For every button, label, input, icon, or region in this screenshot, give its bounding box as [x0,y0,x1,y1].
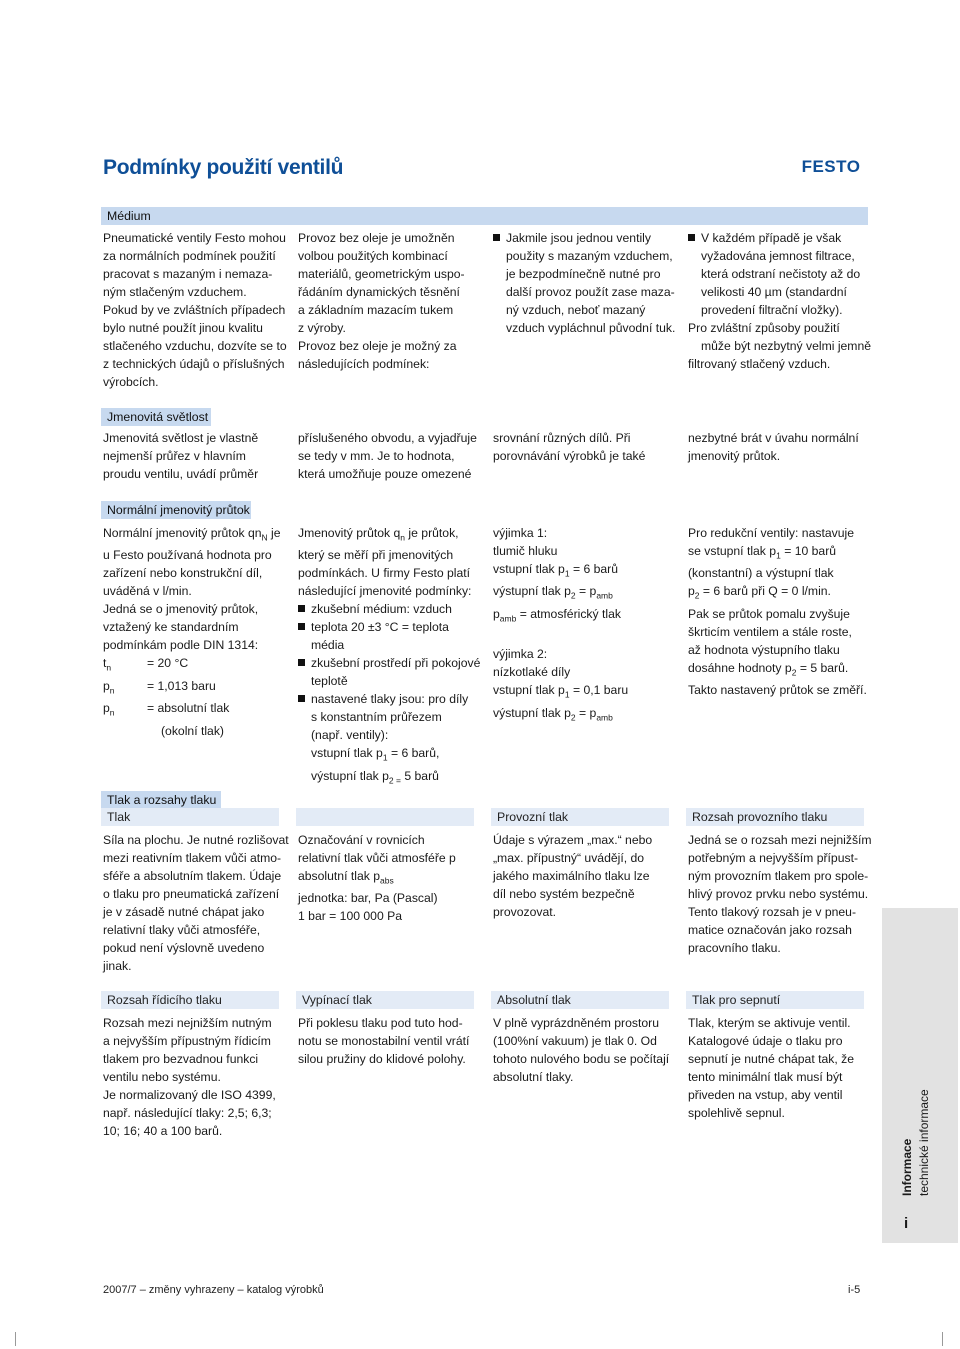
crop-mark [15,1332,16,1346]
side-tab-line2: technické informace [917,1089,931,1196]
normalni-col4: Pro redukční ventily: nastavuje se vstupní tlak $p_1 = 10$ barů (konstantní) a výstupní tlak $p_2 = 6$ barů při Q = 0 l/min. Pak se průtok pomalu zvyšuje škrticím ventilem a stále roste, až hodnota výstupního tlaku dosáhne hodnoty $p_2 = 5$ barů. Takto nastavený průtok se změří. [688,526,867,698]
tlak-col1: Síla na plochu. Je nutné rozlišovat mezi reativním tlakem vůči atmo- sféře a absolutním tlakem. Údaje o tlaku pro pneumatická zařízení je v zásadě nutné chápat jako relativní tlaky vůči atmosféře, pokud není výslovně uvedeno jinak. [103,833,289,973]
bullet-icon [298,659,305,666]
bullet-icon [298,623,305,630]
medium-col3: Jakmile jsou jednou ventily použity s mazaným vzduchem, je bezpodmínečně nutné pro další provoz použít zase maza- ný vzduch, neboť mazaný vzduch vypláchnul původní tuk. [493,229,677,337]
jmenovita-col1: Jmenovitá světlost je vlastně nejmenší průřez v hlavním proudu ventilu, uvádí průměr [103,431,259,481]
subheading-provozni: Provozní tlak [491,808,669,826]
bullet-icon [493,234,500,241]
medium-col1: Pneumatické ventily Festo mohou za normálních podmínek použití pracovat s mazaným i nemaza- ným stlačeným vzduchem. Pokud by ve zvláštních případech bylo nutné použít jinou kvalitu stlačeného vzduchu, dozvíte se to z technických údajů o příslušných výrobcích. [103,231,287,389]
subheading-sepnuti: Tlak pro sepnutí [686,991,864,1009]
page-number: i-5 [848,1284,861,1296]
section-heading-tlak: Tlak a rozsahy tlaku [101,791,221,809]
tlak-col3: Údaje s výrazem „max.“ nebo „max. přípustný“ uvádějí, do jakého maximálního tlaku lze díl nebo systém bezpečně provozovat. [493,833,653,919]
normalni-col1: Normální jmenovitý průtok $qn_N$ je u Festo používaná hodnota pro zařízení nebo konstrukční díl, uváděná v l/min. Jedná se o jmenovitý průtok, vztažený ke standardním podmínkám podle DIN 1314: $t_n = 20$ °C $p_n = 1,013$ baru $p_n$ = absolutní tlak (okolní tlak) [103,526,281,738]
jmenovita-col2: příslušeného obvodu, a vyjadřuje se tedy v mm. Je to hodnota, která umožňuje pouze omezené [298,431,477,481]
bullet-icon [298,605,305,612]
normalni-col2: Jmenovitý průtok $q_n$ je průtok, který se měří při jmenovitých podmínkách. U firmy Festo platí následující jmenovité podmínky: zkušební médium: vzduch teplota 20 ±3 °C = teplota média zkušební prostředí při pokojové teplotě nastavené tlaky jsou: pro díly s konstantním průřezem (např. ventily): vstupní tlak $p_1 = 6$ barů, výstupní tlak $p_{2 =}$ 5 barů [298,526,481,786]
crop-mark [942,1332,943,1346]
section-heading-medium: Médium [101,207,868,225]
section-heading-jmenovita: Jmenovitá světlost [101,408,211,426]
subheading-vypinaci: Vypínací tlak [296,991,474,1009]
normalni-col3: výjimka 1: tlumič hluku vstupní tlak $p_1 = 6$ barů výstupní tlak $p_2 = p_{amb}$ $p_{amb}$ = atmosférický tlak výjimka 2: nízkotlaké díly vstupní tlak $p_1 = 0,1$ baru výstupní tlak $p_2 = p_{amb}$ [493,526,629,723]
bullet-icon [688,234,695,241]
subheading-tlak-empty [296,808,474,826]
medium-col2: Provoz bez oleje je umožněn volbou použitých kombinací materiálů, geometrickým uspo- řádáním dynamických těsnění a základním mazacím tukem z výroby. Provoz bez oleje je možný za následujících podmínek: [298,231,465,371]
festo-logo [796,157,866,175]
section-heading-normalni: Normální jmenovitý průtok [101,501,251,519]
subheading-tlak: Tlak [101,808,279,826]
jmenovita-col3: srovnání různých dílů. Při porovnávání výrobků je také [493,431,646,463]
bottom-col3: V plně vyprázdněném prostoru (100%ní vakuum) je tlak 0. Od tohoto nulového bodu se počítají absolutní tlaky. [493,1016,670,1084]
medium-col4: V každém případě je však vyžadována jemnost filtrace, která odstraní nečistoty až do velikosti 40 µm (standardní provedení filtrační vložky). Pro zvláštní způsoby použití může být nezbytný velmi jemně filtrovaný stlačený vzduch. [688,231,872,371]
jmenovita-col4: nezbytné brát v úvahu normální jmenovitý průtok. [688,431,859,463]
subheading-absolutni: Absolutní tlak [491,991,669,1009]
bullet-icon [298,695,305,702]
bottom-col1: Rozsah mezi nejnižším nutným a nejvyšším přípustným řídicím tlakem pro bezvadnou funkci ventilu nebo systému. Je normalizovaný dle ISO 4399, např. následující tlaky: 2,5; 6,3; 10; 16; 40 a 100 barů. [103,1016,276,1138]
subheading-rozsah: Rozsah provozního tlaku [686,808,864,826]
bottom-col4: Tlak, kterým se aktivuje ventil. Katalogové údaje o tlaku pro sepnutí je nutné chápat tak, že tento minimální tlak musí být přiveden na vstup, aby ventil spolehlivě sepnul. [688,1016,855,1120]
side-tab-line1: Informace [900,1138,914,1196]
logo-text: FESTO [801,157,861,175]
bottom-col2: Při poklesu tlaku pod tuto hod- notu se monostabilní ventil vrátí silou pružiny do klidové polohy. [298,1016,470,1066]
tlak-col2: Označování v rovnicích relativní tlak vůči atmosféře p absolutní tlak $p_{abs}$ jednotka: bar, Pa (Pascal) 1 bar = 100 000 Pa [298,833,456,924]
side-tab-letter: i [904,1215,909,1232]
page-title: Podmínky použití ventilů [103,156,344,179]
footer-text: 2007/7 – změny vyhrazeny – katalog výrobků [103,1284,324,1296]
tlak-col4: Jedná se o rozsah mezi nejnižším potřebným a nejvyšším přípust- ným provozním tlakem pro spole- hlivý provoz prvku nebo systému. Tento tlakový rozsah je v pneu- matice označován jako rozsah pracovního tlaku. [688,833,872,955]
subheading-rozsah-ridiciho: Rozsah řídicího tlaku [101,991,279,1009]
